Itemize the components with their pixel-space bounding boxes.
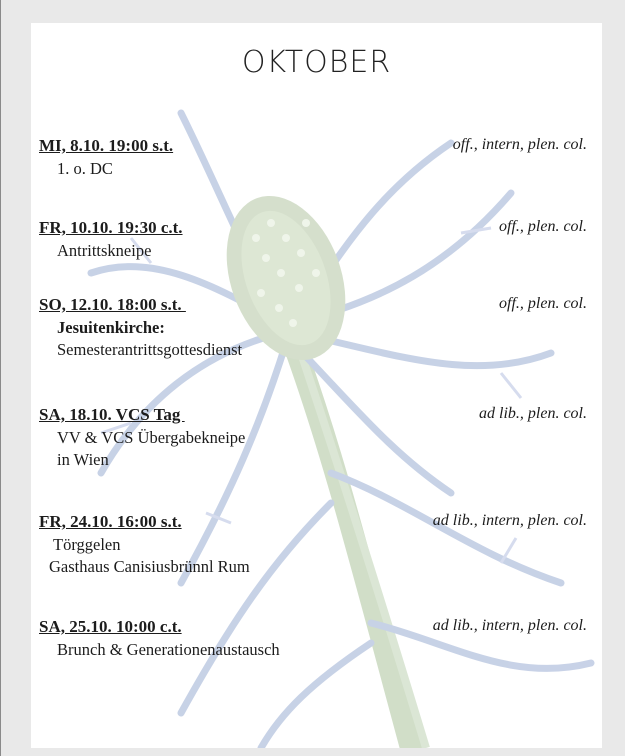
event-location: Gasthaus Canisiusbrünnl Rum xyxy=(49,557,250,576)
calendar-page xyxy=(31,23,602,748)
event-description: 1. o. DC xyxy=(57,159,113,178)
event-description: Brunch & Generationenaustausch xyxy=(57,640,280,659)
event-description: Semesterantrittsgottesdienst xyxy=(57,340,243,359)
event-dress-code: off., plen. col. xyxy=(499,295,587,312)
event-entry xyxy=(39,218,587,262)
event-date: SO, 12.10. 18:00 s.t. xyxy=(39,295,186,314)
event-entry xyxy=(39,512,587,578)
event-dress-code: off., intern, plen. col. xyxy=(452,136,587,153)
event-description: Antrittskneipe xyxy=(57,241,152,260)
event-date: SA, 25.10. 10:00 c.t. xyxy=(39,617,182,636)
event-dress-code: ad lib., intern, plen. col. xyxy=(432,617,587,634)
event-description: Törggelen xyxy=(53,535,121,554)
event-dress-code: off., plen. col. xyxy=(499,218,587,235)
event-entry xyxy=(39,405,587,471)
event-date: MI, 8.10. 19:00 s.t. xyxy=(39,136,174,155)
event-entry xyxy=(39,136,587,180)
event-description: in Wien xyxy=(57,450,109,469)
event-date: FR, 10.10. 19:30 c.t. xyxy=(39,218,183,237)
page-title: OKTOBER xyxy=(241,45,392,80)
event-dress-code: ad lib., intern, plen. col. xyxy=(432,512,587,529)
event-entry xyxy=(39,617,587,661)
event-description: VV & VCS Übergabekneipe xyxy=(57,428,246,447)
event-date: SA, 18.10. VCS Tag xyxy=(39,405,185,424)
event-entry xyxy=(39,295,587,361)
event-dress-code: ad lib., plen. col. xyxy=(479,405,587,422)
event-date: FR, 24.10. 16:00 s.t. xyxy=(39,512,182,531)
event-location: Jesuitenkirche: xyxy=(57,318,165,337)
